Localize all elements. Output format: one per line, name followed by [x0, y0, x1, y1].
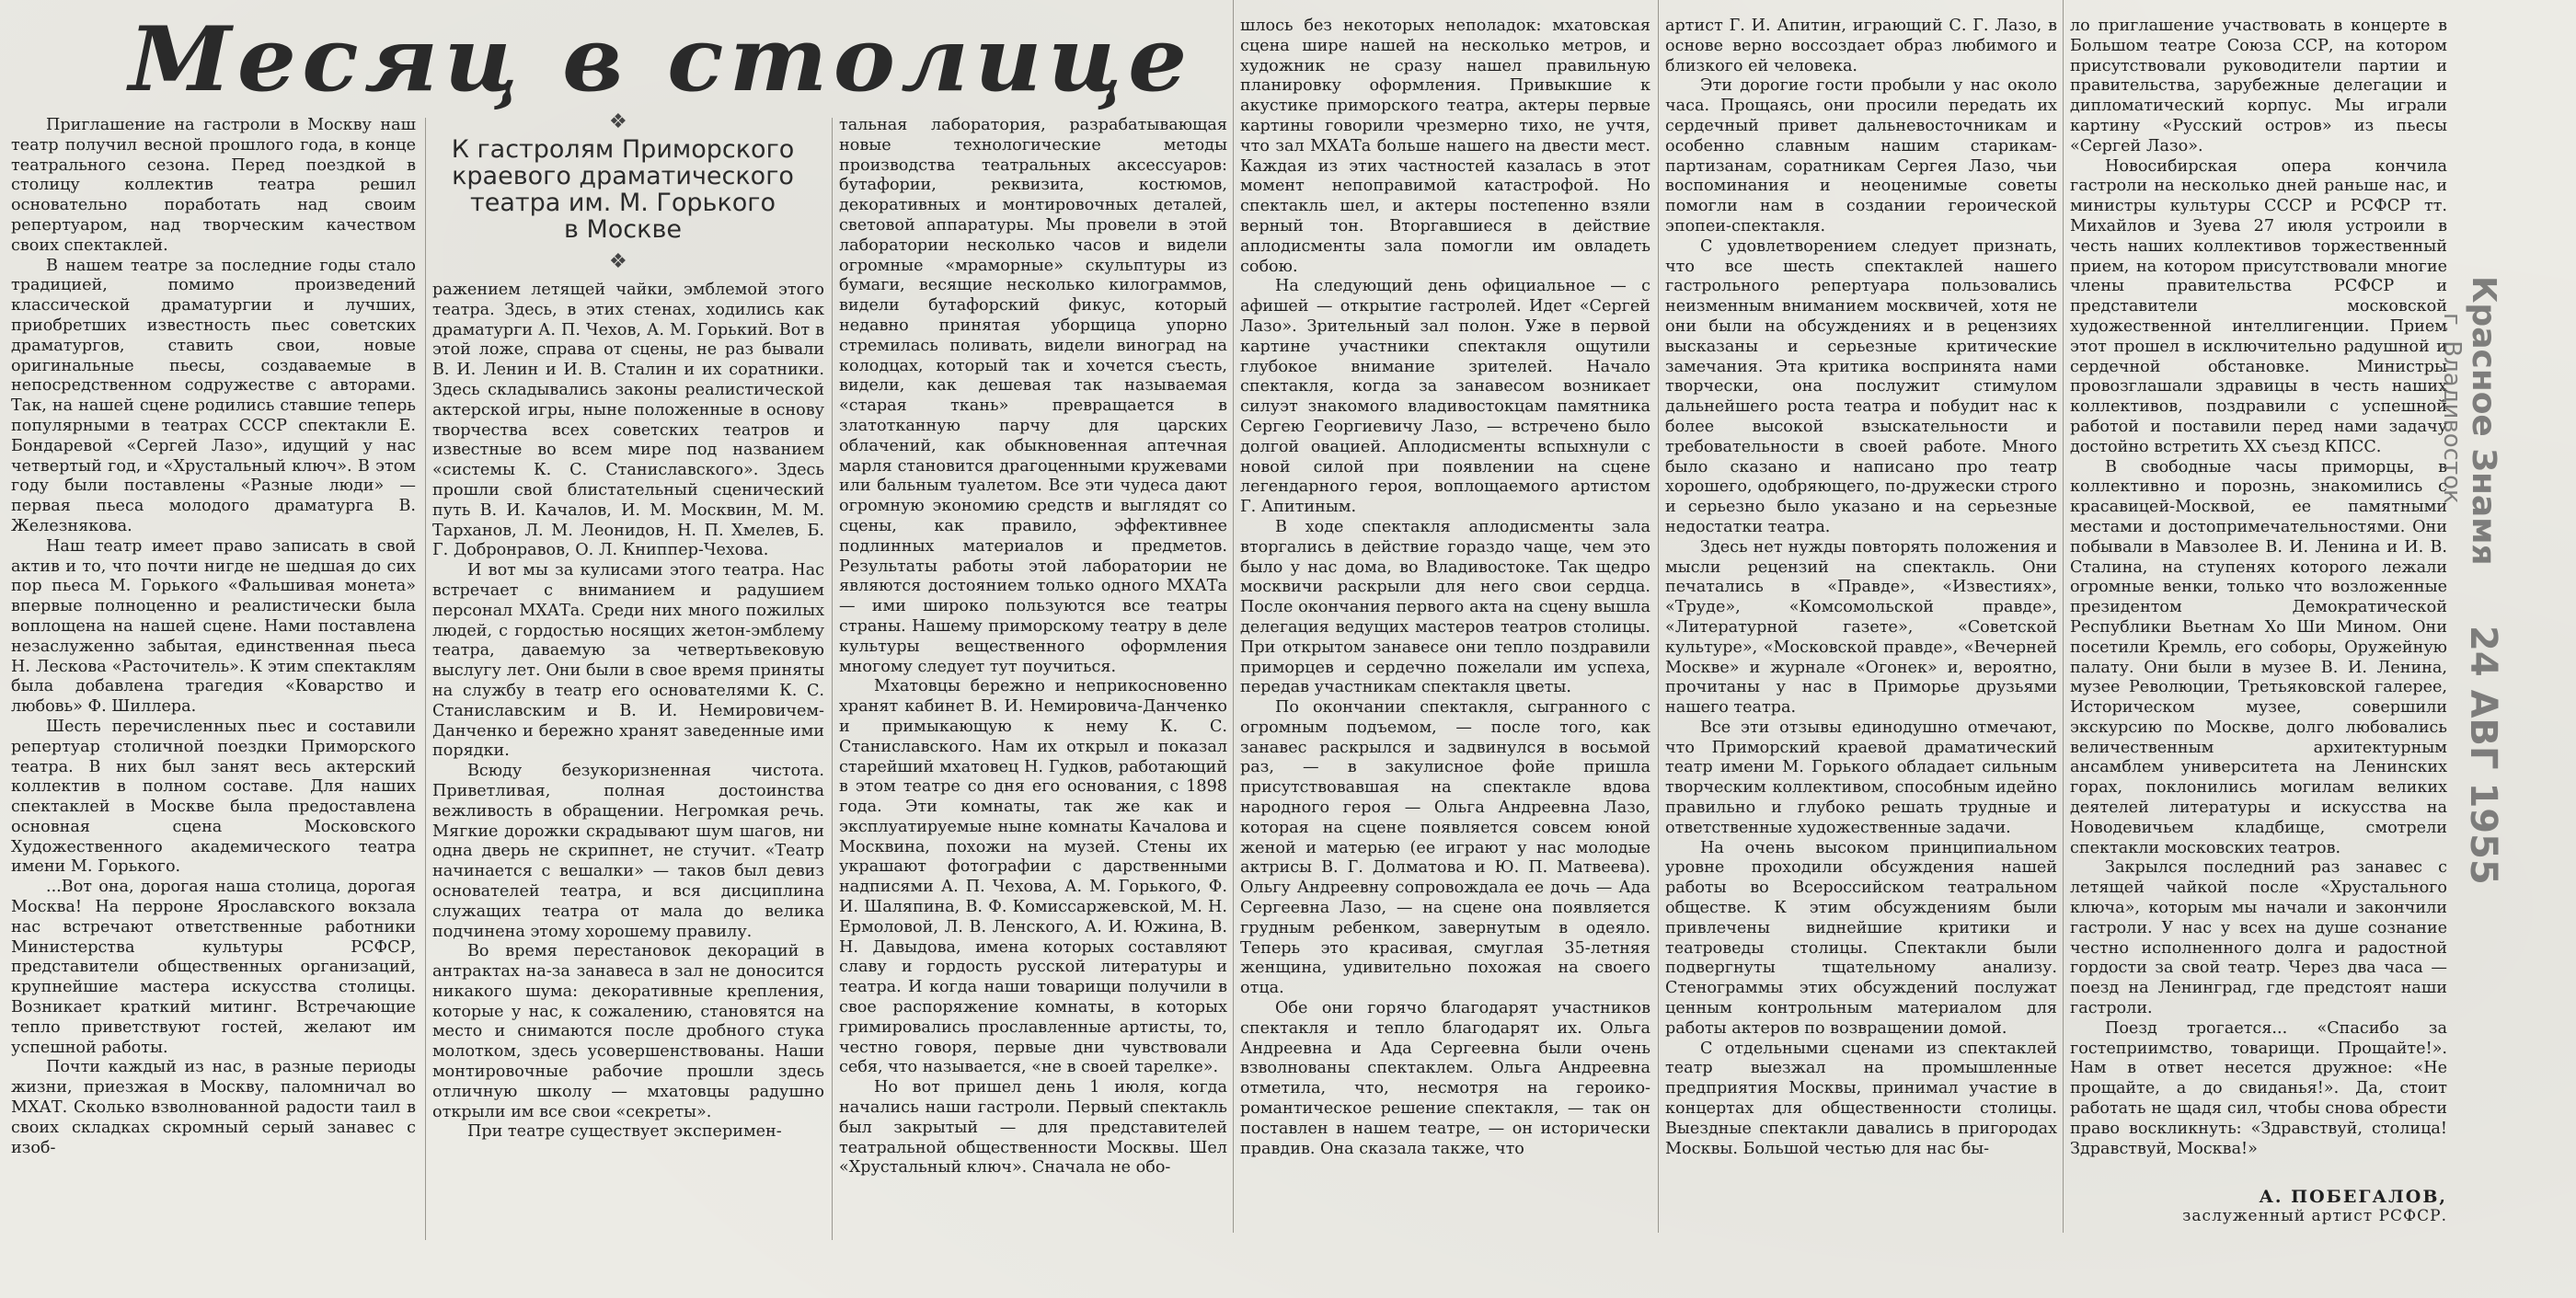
paragraph: С отдельными сценами из спектаклей театр выезжал на промышленные предприятия Москвы, принимал участие в концертах для общественности столицы. Выездные спектакли давались в пригородах Москвы. Большой честью для нас бы-: [1665, 1039, 2057, 1158]
paragraph: Эти дорогие гости пробыли у нас около часа. Прощаясь, они просили передать их сердечный привет дальневосточникам и особенно славным нашим старикам-партизанам, соратникам Сергея Лазо, чьи воспоминания и неоценимые советы помогли нам в создании героической эпопеи-спектакля.: [1665, 76, 2057, 235]
article-title: Месяц в столице: [129, 7, 1193, 111]
paragraph: ло приглашение участвовать в концерте в Большом театре Союза ССР, на котором присутствовали руководители партии и правительства, зарубежные делегации и дипломатический корпус. Мы играли картину «Русский остров» из пьесы «Сергей Лазо».: [2070, 17, 2447, 155]
paragraph: В нашем театре за последние годы стало традицией, помимо произведений классической драматургии и лучших, приобретших известность пьес советских драматургов, ставить свои, новые оригинальные пьесы, создаваемые в непосредственном содружестве с авторами. Так, на нашей сцене родились ставшие теперь популярными в театрах СССР спектакли Е. Бондаревой «Сергей Лазо», идущий у нас четвертый год, и «Хрустальный ключ». В этом году были поставлены «Разные люди» — первая пьеса молодого драматурга В. Железнякова.: [11, 256, 416, 535]
text-column-4: [1240, 17, 1650, 1291]
paragraph: При театре существует эксперимен-: [467, 1122, 782, 1142]
text-column-2: [432, 281, 824, 1288]
paragraph: На очень высоком принципиальном уровне проходили обсуждения нашей работы во Всероссийском театральном обществе. К этим обсуждениям были привлечены виднейшие критики и театроведы столицы. Спектакли были подвергнуты тщательному анализу. Стенограммы этих обсуждений послужат ценным контрольным материалом для работы актеров по возвращении домой.: [1665, 838, 2057, 1038]
paragraph: Во время перестановок декораций в антрактах на-за занавеса в зал не доносится никакого шума: декоративные крепления, которые у нас, к сожалению, становятся на место и снимаются после дробного стука молотком, здесь усовершенствованы. Наши монтировочные рабочие прошли здесь отличную школу — мхатовцы радушно открыли им все свои «секреты».: [432, 942, 824, 1121]
stamp-date: 24 АВГ 1955: [2462, 626, 2504, 885]
stamp-city: г. Владивосток: [2438, 313, 2466, 504]
paragraph: Обе они горячо благодарят участников спектакля и тепло благодарят их. Ольга Андреевна и Ада Сергеевна были очень взволнованы спектаклем. Ольга Андреевна отметила, что, несмотря на героико-романтическое решение спектакля, — так он поставлен в нашем театре, — он исторически правдив. Она сказала также, что: [1240, 999, 1650, 1158]
author-signature: [2061, 1187, 2447, 1225]
paragraph: Шесть перечисленных пьес и составили репертуар столичной поездки Приморского театра. В них был занят весь актерский коллектив в полном составе. Для наших спектаклей в Москве была предоставлена основная сцена Московского Художественного академического театра имени М. Горького.: [11, 717, 416, 877]
column-rule: [832, 118, 833, 1240]
column-rule: [425, 118, 426, 1240]
paragraph: По окончании спектакля, сыгранного с огромным подъемом, — после того, как занавес раскрылся и задвинулся в восьмой раз, — в закулисное фойе пришла присутствовавшая на спектакле вдова народного героя — Ольга Андреевна Лазо, которая на сцене появляется совсем юной женой и матерью (ее играют у нас молодые актрисы В. Г. Долматова и Ю. П. Матвеева). Ольгу Андреевну сопровождала ее дочь — Ада Сергеевна Лазо, — на сцене она появляется грудным ребенком, завернутым в одеяло. Теперь это красивая, смуглая 35-летняя женщина, удивительно похожая на своего отца.: [1240, 698, 1650, 998]
paragraph: Здесь нет нужды повторять положения и мысли рецензий на спектакль. Они печатались в «Правде», «Известиях», «Труде», «Комсомольской правде», «Литературной газете», «Советской культуре», «Московской правде», «Вечерней Москве» и журнале «Огонек» и, вероятно, прочитаны у нас в Приморье друзьями нашего театра.: [1665, 537, 2057, 718]
paragraph: шлось без некоторых неполадок: мхатовская сцена шире нашей на несколько метров, и художник не сразу нашел правильную планировку оформления. Привыкшие к акустике приморского театра, актеры первые картины говорили чрезмерно тихо, не учтя, что зал МХАТа больше нашего на двести мест. Каждая из этих частностей казалась в этот момент непоправимой катастрофой. Но спектакль шел, и актеры постепенно взяли верный тон. Вторгавшиеся в действие аплодисменты зала помогли им овладеть собою.: [1240, 17, 1650, 276]
text-column-6: [2070, 17, 2447, 1177]
article-subtitle: К гастролям Приморского краевого драматического театра им. М. Горького в Москве: [451, 135, 795, 244]
text-column-1: [11, 116, 416, 1289]
text-column-3: [839, 116, 1227, 1289]
text-column-5: [1665, 17, 2057, 1291]
paragraph: Закрылся последний раз занавес с летящей чайкой после «Хрустального ключа», которым мы начали и закончили гастроли. У нас у всех на душе сознание честно исполненного долга и радостной гордости за свой театр. Через два часа — поезд на Ленинград, где предстоят наши гастроли.: [2070, 858, 2447, 1018]
paragraph: И вот мы за кулисами этого театра. Нас встречает с вниманием и радушием персонал МХАТа. Среди них много пожилых людей, с гордостью носящих жетон-эмблему театра, даваемую за четвертьвековую выслугу лет. Они были в свое время приняты на службу в театр его основателями К. С. Станиславским и В. И. Немировичем-Данченко и бережно хранят заведенные ими порядки.: [432, 561, 824, 761]
paragraph: На следующий день официальное — с афишей — открытие гастролей. Идет «Сергей Лазо». Зрительный зал полон. Уже в первой картине участники спектакля ощутили глубокое внимание зрителей. Начало спектакля, когда за занавесом возникает силуэт знакомого владивостокцам памятника Сергею Георгиевичу Лазо, — встречено было долгой овацией. Аплодисменты вспыхнули с новой силой при появлении на сцене легендарного героя, воплощаемого артистом Г. Апитиным.: [1240, 277, 1650, 517]
paragraph: Почти каждый из нас, в разные периоды жизни, приезжая в Москву, паломничал во МХАТ. Сколько взволнованной радости таил в своих складках скромный серый занавес с изоб-: [11, 1058, 416, 1157]
ornament-top: ❖: [609, 110, 627, 133]
paragraph: С удовлетворением следует признать, что все шесть спектаклей нашего гастрольного репертуара пользовались неизменным вниманием москвичей, хотя не они были на обсуждениях и в рецензиях высказаны и серьезные критические замечания. Эта критика воспринята нами творчески, она послужит стимулом дальнейшего роста театра и побудит нас к более высокой взыскательности и требовательности в своей работе. Много было сказано и написано про театр хорошего, одобряющего, по-дружески строго и серьезно было указано и на серьезные недостатки театра.: [1665, 236, 2057, 536]
column-rule: [1233, 0, 1234, 1233]
column-rule: [2063, 0, 2064, 1233]
author-name: А. ПОБЕГАЛОВ,: [2259, 1187, 2447, 1207]
paragraph: Мхатовцы бережно и неприкосновенно хранят кабинет В. И. Немировича-Данченко и примыкающую к нему К. С. Станиславского. Нам их открыл и показал старейший мхатовец Н. Гудков, работающий в этом театре со дня его основания, с 1898 года. Эти комнаты, так же как и эксплуатируемые ныне комнаты Качалова и Москвина, похожи на музей. Стены их украшают фотографии с дарственными надписями А. П. Чехова, А. М. Горького, Ф. И. Шаляпина, В. Ф. Комиссаржевской, М. Н. Ермоловой, Л. В. Ленского, А. И. Южина, В. Н. Давыдова, имена которых составляют славу и гордость русской литературы и театра. И когда наши товарищи получили в свое распоряжение комнаты, в которых гримировались прославленные артисты, то, честно говоря, первые дни чувствовали себя, что называется, «не в своей тарелке».: [839, 677, 1227, 1077]
author-role: заслуженный артист РСФСР.: [2182, 1207, 2447, 1225]
paragraph: ражением летящей чайки, эмблемой этого театра. Здесь, в этих стенах, ходились как драматурги А. П. Чехов, А. М. Горький. Вот в этой ложе, справа от сцены, не раз бывали В. И. Ленин и И. В. Сталин и их соратники. Здесь складывались законы реалистической актерской игры, ныне положенные в основу творчества всех советских театров и известные во всем мире под названием «системы К. С. Станиславского». Здесь прошли свой блистательный сценический путь В. И. Качалов, И. М. Москвин, М. М. Тарханов, Л. М. Леонидов, Н. П. Хмелев, Б. Г. Добронравов, О. Л. Книппер-Чехова.: [432, 281, 824, 560]
paragraph: артист Г. И. Апитин, играющий С. Г. Лазо, в основе верно воссоздает образ любимого и близкого ей человека.: [1665, 17, 2057, 75]
paragraph: Всюду безукоризненная чистота. Приветливая, полная достоинства вежливость в обращении. Негромкая речь. Мягкие дорожки скрадывают шум шагов, ни одна дверь не скрипнет, не стучит. «Театр начинается с вешалки» — таков был девиз основателей театра, и вся дисциплина служащих театра от мала до велика подчинена этому хорошему правилу.: [432, 762, 824, 941]
paragraph: Приглашение на гастроли в Москву наш театр получил весной прошлого года, в конце театрального сезона. Перед поездкой в столицу коллектив театра решил основательно поработать над своим репертуаром, над творческим качеством своих спектаклей.: [11, 116, 416, 255]
paragraph: Поезд трогается... «Спасибо за гостеприимство, товарищи. Прощайте!». Нам в ответ несется дружное: «Не прощайте, а до свиданья!». Да, стоит работать не щадя сил, чтобы снова обрести право воскликнуть: «Здравствуй, столица! Здравствуй, Москва!»: [2070, 1018, 2447, 1158]
paragraph: ...Вот она, дорогая наша столица, дорогая Москва! На перроне Ярославского вокзала нас встречают ответственные работники Министерства культуры РСФСР, представители общественных организаций, крупнейшие мастера искусства столицы. Возникает краткий митинг. Встречающие тепло приветствуют гостей, желают им успешной работы.: [11, 878, 416, 1057]
stamp-newspaper-name: Красное Знамя: [2465, 276, 2502, 566]
paragraph: В ходе спектакля аплодисменты зала вторгались в действие гораздо чаще, чем это было у нас дома, во Владивостоке. Так щедро москвичи раскрыли для него свои сердца. После окончания первого акта на сцену вышла делегация ведущих мастеров театров столицы. При открытом занавесе они тепло поздравили приморцев и сердечно пожелали им успеха, передав участникам спектакля цветы.: [1240, 517, 1650, 697]
paragraph: Все эти отзывы единодушно отмечают, что Приморский краевой драматический театр имени М. Горького обладает сильным творческим коллективом, способным идейно правильно и глубоко решать трудные и ответственные художественные задачи.: [1665, 718, 2057, 837]
paragraph: В свободные часы приморцы, в коллективно и порознь, знакомились с красавицей-Москвой, ее памятными местами и достопримечательностями. Они побывали в Мавзолее В. И. Ленина и И. В. Сталина, на ступенях которого лежали огромные венки, только что возложенные президентом Демократической Республики Вьетнам Хо Ши Мином. Они посетили Кремль, его соборы, Оружейную палату. Они были в музее В. И. Ленина, музее Революции, Третьяковской галерее, Историческом музее, совершили экскурсию по Москве, долго любовались величественным архитектурным ансамблем университета на Ленинских горах, поклонились могилам великих деятелей литературы и искусства на Новодевичьем кладбище, смотрели спектакли московских театров.: [2070, 457, 2447, 857]
paragraph: Новосибирская опера кончила гастроли на несколько дней раньше нас, и министры культуры СССР и РСФСР тт. Михайлов и Зуева 27 июля устроили в честь наших коллективов торжественный прием, на котором присутствовали многие члены правительства РСФСР и представители московской художественной интеллигенции. Прием этот прошел в исключительно радушной и сердечной обстановке. Министры провозглашали здравицы в честь наших коллективов, поздравили с успешной работой и поставили перед нами задачу достойно встретить XX съезд КПСС.: [2070, 156, 2447, 456]
column-rule: [1658, 0, 1659, 1233]
paragraph: Но вот пришел день 1 июля, когда начались наши гастроли. Первый спектакль был закрытый — для представителей театральной общественности Москвы. Шел «Хрустальный ключ». Сначала не обо-: [839, 1078, 1227, 1177]
paragraph: тальная лаборатория, разрабатывающая новые технологические методы производства театральных аксессуаров: бутафории, реквизита, костюмов, декоративных и монтировочных деталей, световой аппаратуры. Мы провели в этой лаборатории несколько часов и видели огромные «мраморные» скульптуры из бумаги, весящие несколько килограммов, видели бутафорский фикус, который недавно принятая уборщица упорно стремилась поливать, видели виноград на колодцах, который так и хочется съесть, видели, как дешевая так называемая «старая ткань» превращается в златотканную парчу для царских облачений, как обыкновенная аптечная марля становится драгоценными кружевами или бальным туалетом. Все эти чудеса дают огромную экономию средств и выглядят со сцены, как правило, эффективнее подлинных материалов и предметов. Результаты работы этой лаборатории не являются достоянием только одного МХАТа — ими широко пользуются все театры страны. Нашему приморскому театру в деле культуры вещественного оформления многому следует тут поучиться.: [839, 116, 1227, 676]
paragraph: Наш театр имеет право записать в свой актив и то, что почти нигде не шедшая до сих пор пьеса М. Горького «Фальшивая монета» впервые полноценно и реалистически была воплощена на нашей сцене. Нами поставлена незаслуженно забытая, единственная пьеса Н. Лескова «Расточитель». К этим спектаклям была добавлена трагедия «Коварство и любовь» Ф. Шиллера.: [11, 536, 416, 717]
ornament-bottom: ❖: [609, 250, 627, 273]
